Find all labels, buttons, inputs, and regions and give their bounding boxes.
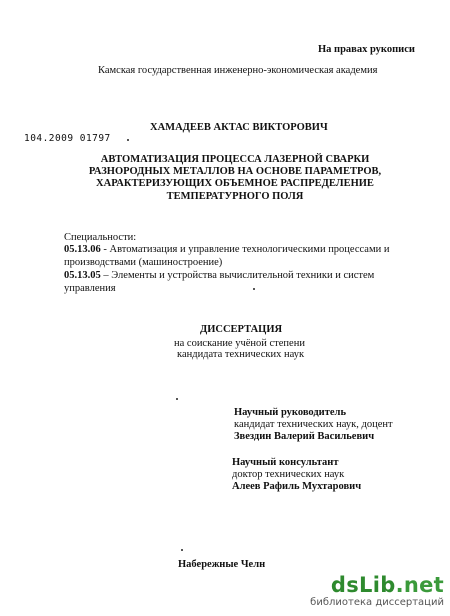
watermark-logo-main: dsLib	[330, 573, 396, 597]
specialty-code: 05.13.06	[64, 244, 101, 255]
dissertation-title: АВТОМАТИЗАЦИЯ ПРОЦЕССА ЛАЗЕРНОЙ СВАРКИ РАЗНОРОДНЫХ МЕТАЛЛОВ НА ОСНОВЕ ПАРАМЕТРОВ, ХАРАКТЕРИЗУЮЩИХ ОБЪЕМНОЕ РАСПРЕДЕЛЕНИЕ ТЕМПЕРАТУРНОГО ПОЛЯ	[88, 154, 382, 202]
watermark-logo	[310, 573, 444, 597]
advisor-name: Звездин Валерий Васильевич	[234, 431, 375, 442]
rights-notice: На правах рукописи	[318, 44, 415, 55]
consultant-degree: доктор технических наук	[232, 469, 345, 480]
scan-speck	[127, 139, 129, 141]
specialty-text: – Элементы и устройства вычислительной техники и систем управления	[64, 270, 375, 294]
specialty-text: - Автоматизация и управление технологическими процессами и производствами (машиностроение)	[64, 244, 390, 268]
scan-speck	[181, 549, 183, 551]
degree-line-2: кандидата технических наук	[177, 349, 305, 360]
specialty-code: 05.13.05	[64, 270, 101, 281]
specialty-item	[64, 244, 424, 269]
watermark-subtitle: библиотека диссертаций	[310, 597, 444, 608]
specialties-label: Специальности:	[64, 232, 137, 243]
dissertation-heading: ДИССЕРТАЦИЯ	[200, 324, 283, 335]
watermark	[310, 573, 444, 608]
specialty-item	[64, 270, 424, 295]
library-stamp: 104.2009 01797	[24, 133, 111, 144]
scan-speck	[253, 288, 255, 290]
city-name: Набережные Челн	[178, 559, 266, 570]
degree-line-1: на соискание учёной степени	[174, 338, 305, 349]
advisor-heading: Научный руководитель	[234, 407, 346, 418]
consultant-heading: Научный консультант	[232, 457, 339, 468]
consultant-name: Алеев Рафиль Мухтарович	[232, 481, 362, 492]
watermark-logo-domain: .net	[395, 573, 444, 597]
scan-speck	[176, 398, 178, 400]
institution-name: Камская государственная инженерно-экономическая академия	[98, 65, 378, 76]
advisor-degree: кандидат технических наук, доцент	[234, 419, 393, 430]
author-name: ХАМАДЕЕВ АКТАС ВИКТОРОВИЧ	[150, 122, 328, 133]
